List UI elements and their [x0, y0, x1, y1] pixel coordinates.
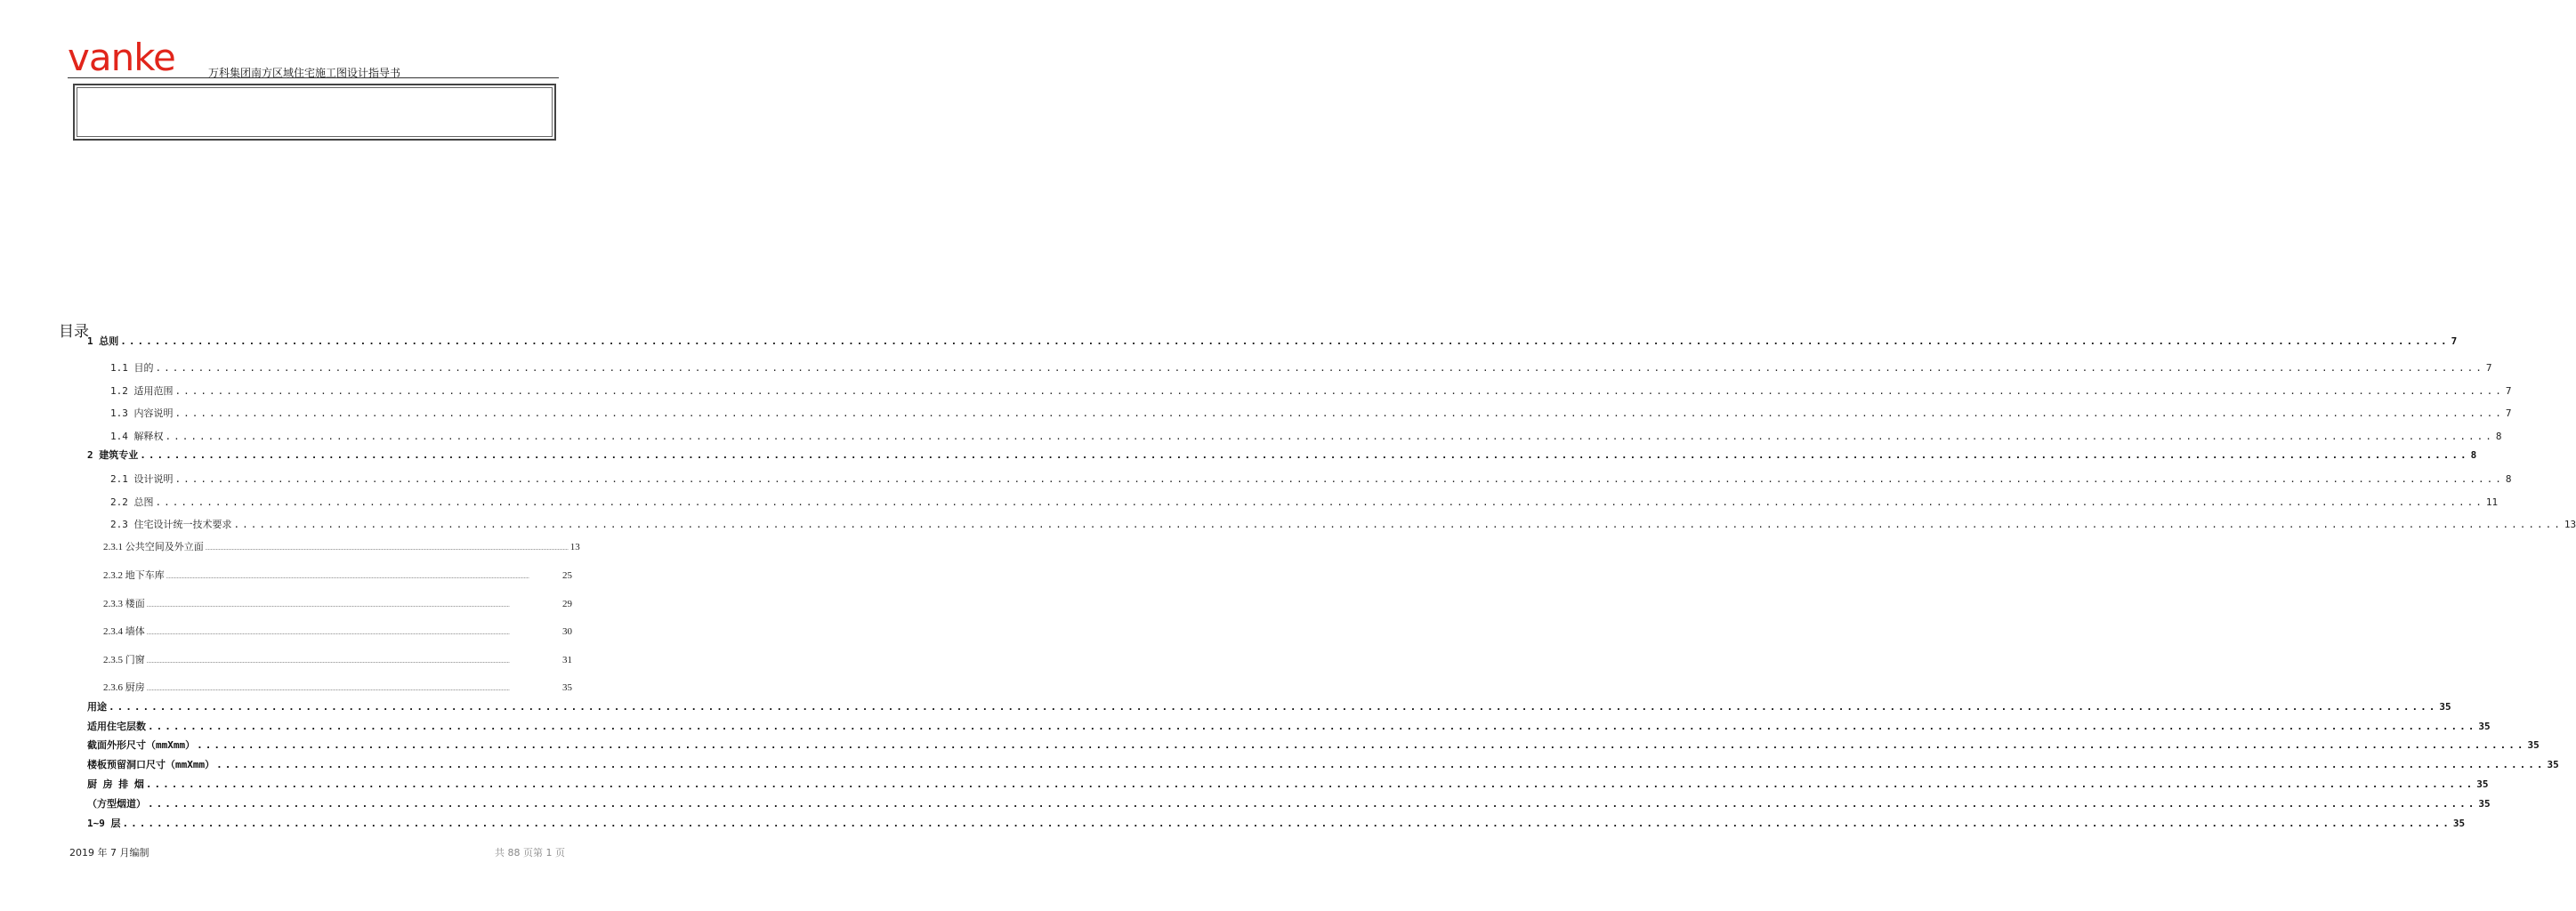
toc-entry-label: 2.1 设计说明: [110, 473, 174, 485]
toc-leader: ................................................................................................................................................................................................................................................................................: [174, 407, 2504, 419]
toc-entry-page: 8: [2495, 431, 2502, 442]
toc-entry-page: 13: [2564, 519, 2576, 530]
toc-entry-floors[interactable]: [87, 719, 2491, 733]
toc-entry-label: 1~9 层: [87, 818, 121, 829]
toc-entry-2[interactable]: [87, 447, 2477, 462]
toc-entry-page: 11: [2485, 496, 2499, 508]
toc-entry-page: 35: [2478, 798, 2491, 810]
toc-entry-label: 1.4 解释权: [110, 431, 164, 442]
toc-entry-page: 7: [2505, 407, 2512, 419]
toc-entry-2-3-5[interactable]: [103, 652, 572, 666]
toc-entry-1-3[interactable]: [110, 406, 2512, 420]
toc-leader: ................................................................................................................................................................................................................................................................................: [146, 659, 510, 665]
toc-entry-label: 1.2 适用范围: [110, 385, 174, 397]
toc-entry-2-3-2[interactable]: [103, 568, 572, 582]
toc-entry-label: 1.3 内容说明: [110, 407, 174, 419]
toc-entry-page: 35: [2478, 721, 2491, 732]
toc-entry-page: 31: [562, 655, 572, 665]
toc-leader: ................................................................................................................................................................................................................................................................................: [140, 449, 2469, 461]
toc-entry-label: （方型烟道）: [87, 798, 146, 810]
toc-leader: ................................................................................................................................................................................................................................................................................: [216, 759, 2546, 770]
toc-leader: ................................................................................................................................................................................................................................................................................: [148, 721, 2477, 732]
toc-entry-page: 29: [562, 599, 572, 609]
toc-entry-2-3-6[interactable]: [103, 680, 572, 694]
toc-leader: ................................................................................................................................................................................................................................................................................: [146, 631, 510, 636]
toc-leader: ................................................................................................................................................................................................................................................................................: [155, 496, 2484, 508]
toc-entry-1-4[interactable]: [110, 429, 2502, 443]
toc-leader: ................................................................................................................................................................................................................................................................................: [205, 546, 569, 552]
header-divider: [68, 77, 559, 78]
toc-leader: ................................................................................................................................................................................................................................................................................: [122, 818, 2451, 829]
toc-entry-page: 35: [2439, 701, 2451, 713]
toc-entry-label: 2.3 住宅设计统一技术要求: [110, 519, 232, 530]
toc-entry-label: 适用住宅层数: [87, 721, 146, 732]
toc-leader: ................................................................................................................................................................................................................................................................................: [166, 575, 529, 580]
toc-entry-label: 2.3.6 厨房: [103, 682, 145, 693]
toc-leader: ................................................................................................................................................................................................................................................................................: [120, 335, 2450, 347]
toc-entry-label: 1 总则: [87, 335, 119, 347]
toc-entry-page: 8: [2505, 473, 2512, 485]
toc-entry-page: 35: [562, 682, 572, 693]
toc-entry-label: 2.3.1 公共空间及外立面: [103, 542, 204, 552]
toc-leader: ................................................................................................................................................................................................................................................................................: [155, 362, 2484, 374]
toc-entry-page: 35: [2547, 759, 2559, 770]
toc-entry-kitchen-exhaust[interactable]: [87, 777, 2489, 791]
toc-entry-floors-1-9[interactable]: [87, 816, 2466, 830]
footer-page-count: 共 88 页第 1 页: [495, 847, 565, 859]
toc-leader: ................................................................................................................................................................................................................................................................................: [174, 385, 2504, 397]
title-frame: [73, 84, 556, 141]
toc-entry-label: 截面外形尺寸（mmXmm）: [87, 739, 196, 751]
toc-entry-2-3-3[interactable]: [103, 596, 572, 610]
toc-entry-label: 2.2 总图: [110, 496, 154, 508]
toc-entry-label: 2.3.3 楼面: [103, 599, 145, 609]
toc-leader: ................................................................................................................................................................................................................................................................................: [146, 687, 510, 692]
toc-entry-2-1[interactable]: [110, 472, 2512, 486]
toc-entry-label: 2.3.5 门窗: [103, 655, 145, 665]
footer-date: 2019 年 7 月编制: [69, 847, 149, 859]
toc-entry-1-1[interactable]: [110, 360, 2492, 375]
toc-entry-opening-size[interactable]: [87, 757, 2559, 771]
toc-entry-label: 2.3.4 墙体: [103, 626, 145, 637]
toc-entry-label: 2.3.2 地下车库: [103, 570, 165, 581]
toc-leader: ................................................................................................................................................................................................................................................................................: [165, 431, 2494, 442]
toc-leader: ................................................................................................................................................................................................................................................................................: [233, 519, 2563, 530]
toc-entry-usage[interactable]: [87, 699, 2451, 713]
toc-entry-section-size[interactable]: [87, 738, 2540, 752]
toc-entry-2-2[interactable]: [110, 495, 2499, 509]
toc-entry-page: 7: [2485, 362, 2492, 374]
toc-entry-1[interactable]: [87, 334, 2458, 348]
toc-entry-2-3[interactable]: [110, 517, 2576, 531]
toc-leader: ................................................................................................................................................................................................................................................................................: [148, 798, 2477, 810]
toc-entry-label: 用途: [87, 701, 107, 713]
toc-entry-label: 厨 房 排 烟: [87, 778, 144, 790]
toc-leader: ................................................................................................................................................................................................................................................................................: [145, 778, 2475, 790]
toc-entry-label: 2 建筑专业: [87, 449, 139, 461]
toc-entry-page: 7: [2505, 385, 2512, 397]
toc-entry-2-3-4[interactable]: [103, 624, 572, 638]
toc-entry-2-3-1[interactable]: [103, 539, 580, 553]
toc-entry-1-2[interactable]: [110, 383, 2512, 398]
toc-leader: ................................................................................................................................................................................................................................................................................: [109, 701, 2438, 713]
document-title: 万科集团南方区域住宅施工图设计指导书: [208, 67, 401, 79]
toc-entry-page: 35: [2527, 739, 2540, 751]
toc-entry-page: 30: [562, 626, 572, 637]
vanke-logo: vanke: [68, 36, 175, 79]
toc-entry-page: 35: [2452, 818, 2466, 829]
toc-entry-label: 1.1 目的: [110, 362, 154, 374]
toc-entry-flue[interactable]: [87, 796, 2491, 810]
toc-leader: ................................................................................................................................................................................................................................................................................: [146, 603, 510, 609]
toc-heading: 目录: [59, 323, 89, 341]
toc-entry-page: 25: [562, 570, 572, 581]
toc-leader: ................................................................................................................................................................................................................................................................................: [174, 473, 2504, 485]
toc-entry-page: 8: [2470, 449, 2477, 461]
toc-entry-page: 7: [2451, 335, 2458, 347]
toc-entry-page: 13: [569, 542, 580, 552]
toc-entry-page: 35: [2476, 778, 2489, 790]
toc-entry-label: 楼板预留洞口尺寸（mmXmm）: [87, 759, 215, 770]
toc-leader: ................................................................................................................................................................................................................................................................................: [197, 739, 2526, 751]
